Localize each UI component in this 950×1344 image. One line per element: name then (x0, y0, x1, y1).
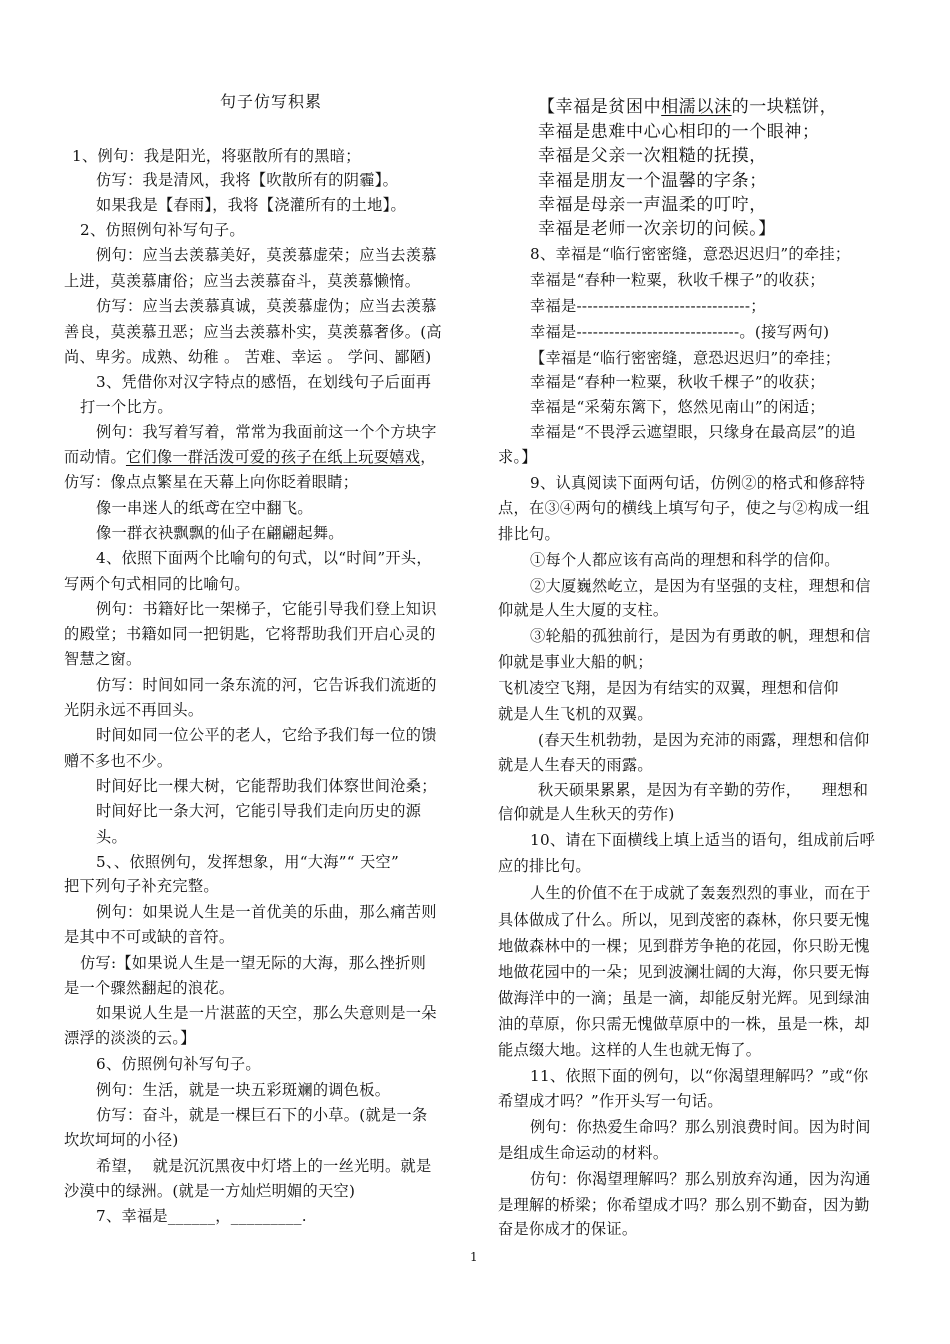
right-line-text: 幸福是患难中心心相印的一个眼神； (538, 122, 820, 142)
right-line-text-tail: 的一块糕饼， (731, 97, 838, 117)
right-line-text: 就是人生春天的雨露。 (498, 756, 653, 774)
right-line-text: 幸福是“春种一粒粟，秋收千棵子”的收获； (530, 271, 825, 289)
left-line (64, 1028, 196, 1048)
right-line-text: 秋天硕果累累，是因为有辛勤的劳作， 理想和 (538, 781, 869, 799)
left-line-text: 像一串迷人的纸鸢在空中翻飞。 (96, 499, 313, 517)
left-line-text: 7、幸福是______，_________. (96, 1207, 307, 1225)
right-line-text: (春天生机勃勃，是因为充沛的雨露，理想和信仰 (538, 731, 870, 749)
right-line (530, 397, 825, 417)
right-line (530, 422, 856, 442)
right-line (530, 1169, 871, 1189)
right-line (530, 270, 825, 290)
left-line (64, 472, 358, 492)
right-line (498, 447, 537, 467)
right-line-text: 9、认真阅读下面两句话，仿例②的格式和修辞特 (530, 474, 866, 492)
left-line (96, 1206, 307, 1226)
right-line (498, 600, 668, 620)
page-number: 1 (470, 1250, 478, 1264)
left-line (64, 574, 250, 594)
right-line (530, 322, 829, 342)
left-line-text: 光阴永远不再回头。 (64, 701, 204, 719)
left-line-text: 把下列句子补充完整。 (64, 877, 219, 895)
left-line-text: 仿写:【如果说人生是一望无际的大海，那么挫折则 (80, 954, 427, 972)
right-line-text: 幸福是“春种一粒粟，秋收千棵子”的收获； (530, 373, 825, 391)
right-line-text: 是理解的桥梁；你希望成才吗？那么别不勤奋，因为勤 (498, 1196, 870, 1214)
left-line (80, 397, 173, 417)
left-line (64, 447, 436, 467)
right-line-text: 仰就是人生大厦的支柱。 (498, 601, 669, 619)
left-line-text: 仿写：应当去羡慕真诚，莫羡慕虚伪；应当去羡慕 (96, 297, 437, 315)
right-line-text: 地做森林中的一棵；见到群芳争艳的花园，你只盼无愧 (498, 937, 870, 955)
left-line-text: 仿写：奋斗，就是一棵巨石下的小草。(就是一条 (96, 1106, 428, 1124)
left-line-text: 时间好比一棵大树，它能帮助我们体察世间沧桑； (96, 777, 437, 795)
right-line-text: 飞机凌空飞翔，是因为有结实的双翼，理想和信仰 (498, 679, 839, 697)
right-line (498, 856, 591, 876)
right-line (530, 550, 840, 570)
right-line (498, 936, 870, 956)
right-line-text: 10、请在下面横线上填上适当的语句，组成前后呼 (530, 831, 876, 849)
left-line (64, 927, 234, 947)
right-line-text: 能点缀大地。这样的人生也就无悔了。 (498, 1041, 762, 1059)
left-line-text: 沙漠中的绿洲。(就是一方灿烂明媚的天空) (64, 1182, 356, 1200)
left-line (64, 347, 431, 367)
left-line (64, 751, 172, 771)
right-line-text: 具体做成了什么。所以，见到茂密的森林，你只要无愧 (498, 911, 870, 929)
right-line (538, 170, 767, 192)
left-line (64, 649, 141, 669)
right-line (530, 348, 840, 368)
right-line (498, 498, 870, 518)
right-line (498, 1195, 870, 1215)
left-line (96, 827, 127, 847)
right-line-text: 11、依照下面的例句，以“你渴望理解吗？”或“你 (530, 1067, 869, 1085)
left-line-text: 仿写：我是清风，我将【吹散所有的阴霾】。 (96, 171, 399, 189)
right-line-text: ③轮船的孤独前行，是因为有勇敢的帆，理想和信 (530, 627, 871, 645)
left-line-text: 是一个骤然翻起的浪花。 (64, 979, 235, 997)
right-underlined-text: 相濡以沫 (661, 97, 732, 117)
left-line (64, 876, 219, 896)
left-line (96, 195, 406, 215)
right-line-text: 幸福是“不畏浮云遮望眼，只缘身在最高层”的追 (530, 423, 856, 441)
right-line (538, 780, 868, 800)
right-line-text: 就是人生飞机的双翼。 (498, 705, 653, 723)
left-line (96, 1156, 432, 1176)
left-line (96, 599, 437, 619)
right-line-text: 油的草原，你只需无愧做草原中的一株，虽是一株，却 (498, 1015, 870, 1033)
right-line-text: 人生的价值不在于成就了轰轰烈烈的事业，而在于 (530, 884, 871, 902)
right-line-text: 奋是你成才的保证。 (498, 1220, 638, 1238)
left-line (96, 245, 437, 265)
right-line-text: 【幸福是贫困中 (538, 97, 662, 117)
left-line-text: 例句：书籍好比一架梯子，它能引导我们登上知识 (96, 600, 437, 618)
left-line (64, 1130, 179, 1150)
right-line (530, 626, 871, 646)
right-line (498, 755, 653, 775)
right-line (530, 830, 875, 850)
left-line (96, 852, 399, 872)
left-line-text: 6、仿照例句补写句子。 (96, 1055, 261, 1073)
left-line-text: 打一个比方。 (80, 398, 173, 416)
right-line-text: 做海洋中的一滴；虽是一滴，却能反射光辉。见到绿油 (498, 989, 870, 1007)
left-line (64, 700, 203, 720)
left-line-text: 漂浮的淡淡的云。】 (64, 1029, 196, 1047)
right-line-text: ①每个人都应该有高尚的理想和科学的信仰。 (530, 551, 840, 569)
left-line (80, 220, 245, 240)
right-line-text: 【幸福是“临行密密缝，意恐迟迟归”的牵挂； (530, 349, 841, 367)
left-line-text: 4、依照下面两个比喻句的句式，以“时间”开头， (96, 549, 432, 567)
right-line (538, 145, 767, 167)
left-line (96, 523, 344, 543)
right-line (530, 473, 865, 493)
left-line (96, 1003, 437, 1023)
right-line-text: 希望成才吗？”作开头写一句话。 (498, 1092, 723, 1110)
left-line-text: 例句：如果说人生是一首优美的乐曲，那么痛苦则 (96, 903, 437, 921)
right-line (498, 988, 870, 1008)
left-line (96, 776, 437, 796)
right-line (498, 804, 675, 824)
right-line-text: 仿句：你渴望理解吗？那么别放弃沟通，因为沟通 (530, 1170, 871, 1188)
right-line-text: 仰就是事业大船的帆； (498, 653, 653, 671)
left-line (96, 372, 431, 392)
left-line-text: 坎坎坷坷的小径) (64, 1131, 179, 1149)
right-line-text: 幸福是母亲一声温柔的叮咛， (538, 195, 767, 215)
left-line (96, 725, 437, 745)
left-line-text: 头。 (96, 828, 127, 846)
left-line-text: 如果我是【春雨】，我将【浇灌所有的土地】。 (96, 196, 407, 214)
right-line (530, 883, 871, 903)
left-line-text: 上进，莫羡慕庸俗；应当去羡慕奋斗，莫羡慕懒惰。 (64, 272, 421, 290)
right-line (530, 1066, 868, 1086)
left-line (96, 801, 421, 821)
right-line (538, 194, 767, 216)
right-line (530, 244, 850, 264)
left-line (64, 322, 442, 342)
left-line (96, 1054, 261, 1074)
left-line (64, 624, 436, 644)
left-line (64, 1181, 355, 1201)
left-line-text: 像一群衣袂飘飘的仙子在翩翩起舞。 (96, 524, 344, 542)
left-line (96, 1105, 427, 1125)
left-line (96, 422, 437, 442)
right-line-text: 幸福是父亲一次粗糙的抚摸， (538, 146, 767, 166)
left-line (96, 1080, 390, 1100)
left-line-text: 时间如同一位公平的老人，它给予我们每一位的馈 (96, 726, 437, 744)
right-line-text: 排比句。 (498, 525, 560, 543)
right-line-text: 地做花园中的一朵；见到波澜壮阔的大海，你只要无悔 (498, 963, 870, 981)
left-line (96, 170, 398, 190)
right-line-text: ②大厦巍然屹立，是因为有坚强的支柱，理想和信 (530, 577, 871, 595)
right-line (538, 730, 869, 750)
left-line-text: 尚、卑劣。成熟、幼稚 。 苦难、幸运 。 学问、鄙陋) (64, 348, 432, 366)
left-line (96, 675, 437, 695)
left-line-text: 例句：我写着写着，常常为我面前这一个个方块字 (96, 423, 437, 441)
left-line-text: 如果说人生是一片湛蓝的天空，那么失意则是一朵 (96, 1004, 437, 1022)
left-line-text: 2、仿照例句补写句子。 (80, 221, 245, 239)
right-line-text: 幸福是“采菊东篱下，悠然见南山”的闲适； (530, 398, 825, 416)
right-line-text: 是组成生命运动的材料。 (498, 1144, 669, 1162)
right-line (498, 962, 870, 982)
right-line (538, 121, 820, 143)
right-line (498, 1091, 723, 1111)
left-line-text: 赠不多也不少。 (64, 752, 173, 770)
left-line-text: 写两个句式相同的比喻句。 (64, 575, 250, 593)
right-line-text: 幸福是------------------------------。(接写两句) (530, 323, 830, 341)
right-line (498, 524, 560, 544)
right-line-text: 点，在③④两句的横线上填写句子，使之与②构成一组 (498, 499, 870, 517)
left-line-text: 是其中不可或缺的音符。 (64, 928, 235, 946)
left-line-text: 1、例句：我是阳光，将驱散所有的黑暗； (72, 147, 361, 165)
right-line (530, 1117, 871, 1137)
left-line (96, 548, 432, 568)
left-line (64, 978, 234, 998)
right-line (498, 1143, 668, 1163)
right-line-text: 信仰就是人生秋天的劳作) (498, 805, 675, 823)
left-line (96, 498, 313, 518)
left-line-text: 仿写：时间如同一条东流的河，它告诉我们流逝的 (96, 676, 437, 694)
left-line (80, 953, 426, 973)
left-line-text: 5、、依照例句，发挥想象，用“大海”“ 天空” (96, 853, 400, 871)
right-line (498, 678, 839, 698)
right-line (530, 576, 871, 596)
right-line-text: 应的排比句。 (498, 857, 591, 875)
right-line (498, 652, 653, 672)
left-line-text: 希望， 就是沉沉黑夜中灯塔上的一丝光明。就是 (96, 1157, 432, 1175)
page-title: 句子仿写积累 (220, 92, 323, 111)
left-line-text: 例句：应当去羡慕美好，莫羡慕虚荣；应当去羡慕 (96, 246, 437, 264)
right-line-text: 幸福是--------------------------------； (530, 297, 766, 315)
left-line (64, 271, 420, 291)
right-line-text: 例句：你热爱生命吗？那么别浪费时间。因为时间 (530, 1118, 871, 1136)
right-line (498, 1040, 761, 1060)
left-line-text: 仿写：像点点繁星在天幕上向你眨着眼睛； (64, 473, 359, 491)
left-line-text: 例句：生活，就是一块五彩斑斓的调色板。 (96, 1081, 391, 1099)
left-line-text: 善良，莫羡慕丑恶；应当去羡慕朴实，莫羡慕奢侈。(高 (64, 323, 442, 341)
right-line-text: 求。】 (498, 448, 537, 466)
right-line-text: 幸福是老师一次亲切的问候。】 (538, 219, 776, 239)
left-line-text: 的殿堂；书籍如同一把钥匙，它将帮助我们开启心灵的 (64, 625, 436, 643)
right-line (538, 96, 837, 118)
left-line (96, 296, 437, 316)
left-line (96, 902, 437, 922)
right-line (530, 372, 825, 392)
left-line-text: 智慧之窗。 (64, 650, 142, 668)
right-line (538, 218, 776, 240)
right-line (530, 296, 766, 316)
left-line-text: 时间好比一条大河，它能引导我们走向历史的源 (96, 802, 422, 820)
right-line (498, 910, 870, 930)
left-line-text: 而动情。 (64, 448, 126, 466)
left-line-text-tail: ， (420, 448, 436, 466)
right-line (498, 1219, 637, 1239)
left-underlined-text: 它们像一群活泼可爱的孩子在纸上玩耍嬉戏 (125, 448, 421, 466)
left-line-text: 3、凭借你对汉字特点的感悟，在划线句子后面再 (96, 373, 432, 391)
right-line (498, 704, 653, 724)
left-line (72, 146, 361, 166)
right-line-text: 8、幸福是“临行密密缝，意恐迟迟归”的牵挂； (530, 245, 851, 263)
right-line (498, 1014, 870, 1034)
right-line-text: 幸福是朋友一个温馨的字条； (538, 171, 767, 191)
